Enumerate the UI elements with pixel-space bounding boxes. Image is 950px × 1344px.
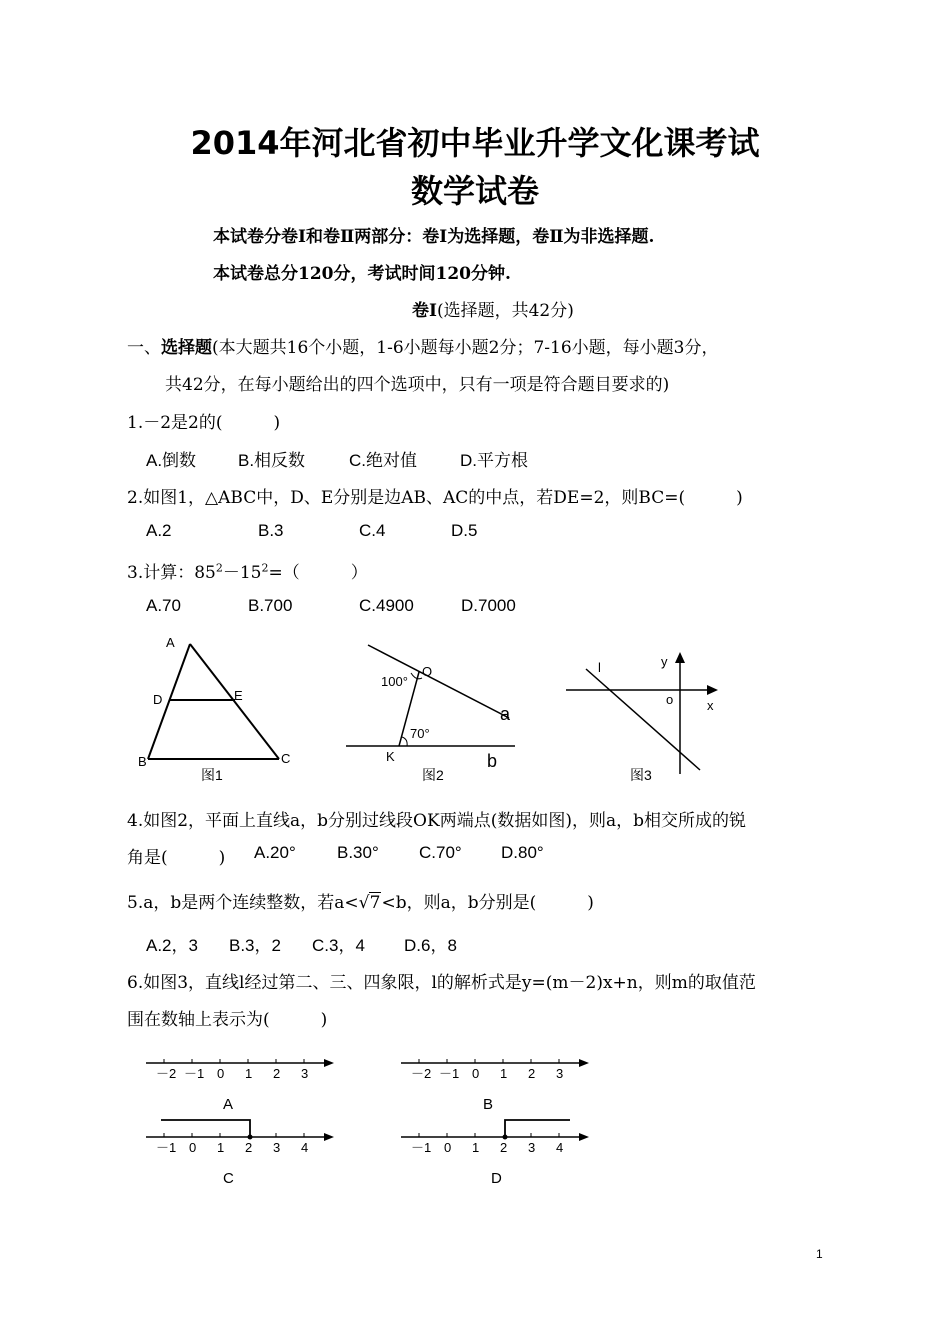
q4-line-1: 4.如图2，平面上直线a，b分别过线段OK两端点(数据如图)，则a，b相交所成的锐 [127,811,746,831]
numline-d-tick-4: 3 [528,1140,536,1155]
q1-option-d: D.平方根 [460,451,528,470]
fig2-angle-arc-o [411,673,422,679]
numline-c-tick-3: 2 [245,1140,253,1155]
numline-d-tick-1: 0 [444,1140,452,1155]
numline-b-tick-1: －1 [439,1066,460,1081]
numline-c-tick-1: 0 [189,1140,197,1155]
numline-d-arrow-icon [579,1133,589,1141]
figure-3 [566,652,718,783]
q3-option-d: D.7000 [461,596,516,615]
number-line-c [146,1120,334,1187]
numline-d-tick-2: 1 [472,1140,480,1155]
numline-b-label: B [483,1096,494,1113]
fig1-caption: 图1 [201,767,223,783]
numline-b-tick-2: 0 [472,1066,480,1081]
sqrt-icon: √ [358,893,370,913]
part-description [127,333,718,358]
q5-sqrt [359,893,382,913]
fig2-label-a: a [500,704,511,724]
numline-c-label: C [223,1170,234,1187]
fig2-label-b: b [487,751,498,771]
q3-option-c: C.4900 [359,596,414,615]
q5-stem [127,888,594,913]
q1-option-c: C.绝对值 [349,451,417,470]
numline-d-solution-bracket [505,1120,570,1137]
q6-line-2: 围在数轴上表示为( ) [127,1010,328,1030]
q1-option-a: A.倒数 [146,451,197,470]
intro-line-2: 本试卷总分120分，考试时间120分钟. [213,264,511,284]
q3-sup-1: 2 [215,561,223,575]
numline-d-tick-5: 4 [556,1140,564,1155]
figures-row [120,628,760,788]
fig2-angle-70: 70° [410,726,430,741]
fig3-label-y: y [661,654,668,669]
numline-c-solid-point [248,1135,253,1140]
q2-option-a: A.2 [146,521,172,540]
numline-d-solid-point [503,1135,508,1140]
numline-b-tick-3: 1 [500,1066,508,1081]
numline-c-tick-4: 3 [273,1140,281,1155]
numline-a-tick-2: 0 [217,1066,225,1081]
numline-a-tick-5: 3 [301,1066,309,1081]
numline-a-tick-1: －1 [184,1066,205,1081]
fig3-line-l [586,669,700,770]
number-line-d [401,1120,589,1187]
fig2-caption: 图2 [422,767,444,783]
fig3-y-arrow-icon [675,652,685,663]
exam-subtitle: 数学试卷 [410,172,539,210]
q3-sup-2: 2 [261,561,269,575]
numline-a-tick-3: 1 [245,1066,253,1081]
fig3-caption: 图3 [630,767,652,783]
numline-a-label: A [223,1096,234,1113]
q3-stem-mid: －15 [222,563,262,583]
q3-stem [127,558,368,583]
fig2-label-o: O [422,664,433,679]
q3-option-b: B.700 [248,596,293,615]
q4-line-2: 角是( ) [127,848,226,868]
fig3-label-o: o [666,692,674,707]
section-header-bold: 卷Ⅰ [412,301,437,321]
numline-b-tick-5: 3 [556,1066,564,1081]
part-title: 选择题 [161,338,212,358]
page-number: 1 [816,1247,823,1261]
section-header [412,296,574,321]
q5-option-b: B.3，2 [229,936,281,955]
fig3-x-arrow-icon [707,685,718,695]
numline-c-solution-bracket [161,1120,250,1137]
q5-option-d: D.6，8 [404,936,457,955]
q4-option-d: D.80° [501,843,544,862]
q3-stem-post: =（ ） [268,563,368,583]
q2-stem: 2.如图1，△ABC中，D、E分别是边AB、AC的中点，若DE=2，则BC=( ) [127,488,743,508]
fig1-label-e: E [234,688,243,703]
numline-d-label: D [491,1170,502,1187]
numline-b-arrow-icon [579,1059,589,1067]
q4-option-c: C.70° [419,843,462,862]
q4-option-b: B.30° [337,843,379,862]
numline-d-tick-3: 2 [500,1140,508,1155]
q5-option-a: A.2，3 [146,936,198,955]
numline-a-tick-4: 2 [273,1066,281,1081]
fig1-label-a: A [166,635,175,650]
q5-stem-post: <b，则a，b分别是( ) [381,893,594,913]
numline-a-arrow-icon [324,1059,334,1067]
part-prefix: 一、 [127,338,161,358]
part-desc-line-2: 共42分，在每小题给出的四个选项中，只有一项是符合题目要求的) [165,375,670,395]
q3-stem-pre: 3.计算：85 [127,563,216,583]
number-line-a [146,1059,334,1113]
numline-b-tick-4: 2 [528,1066,536,1081]
fig2-label-k: K [386,749,395,764]
numline-a-tick-0: －2 [156,1066,177,1081]
figure-1 [138,635,290,783]
q5-stem-pre: 5.a，b是两个连续整数，若a< [127,893,359,913]
fig2-angle-arc-k [402,737,407,746]
numline-c-tick-2: 1 [217,1140,225,1155]
q2-option-b: B.3 [258,521,284,540]
q1-option-b: B.相反数 [238,451,306,470]
fig3-label-l: l [598,660,601,675]
intro-line-1: 本试卷分卷Ⅰ和卷Ⅱ两部分：卷Ⅰ为选择题，卷Ⅱ为非选择题. [213,227,655,247]
fig3-label-x: x [707,698,714,713]
q2-option-c: C.4 [359,521,386,540]
q2-option-d: D.5 [451,521,478,540]
q4-option-a: A.20° [254,843,296,862]
figure-2 [346,645,515,783]
section-header-rest: (选择题，共42分) [436,301,574,321]
numline-c-tick-0: －1 [156,1140,177,1155]
number-lines [130,1050,600,1190]
q3-option-a: A.70 [146,596,181,615]
number-line-b [401,1059,589,1113]
numline-c-arrow-icon [324,1133,334,1141]
numline-d-tick-0: －1 [411,1140,432,1155]
q1-stem: 1.－2是2的( ) [127,413,281,433]
q5-radicand: 7 [369,893,381,913]
numline-b-tick-0: －2 [411,1066,432,1081]
fig1-label-b: B [138,754,147,769]
fig1-label-c: C [281,751,291,766]
q6-line-1: 6.如图3，直线l经过第二、三、四象限，l的解析式是y=(m－2)x+n，则m的取值范 [127,973,756,993]
q5-option-c: C.3，4 [312,936,365,955]
fig1-label-d: D [153,692,163,707]
fig2-angle-100: 100° [381,674,408,689]
numline-c-tick-5: 4 [301,1140,309,1155]
part-desc-line-1: (本大题共16个小题，1-6小题每小题2分；7-16小题，每小题3分， [212,338,719,358]
exam-title: 2014年河北省初中毕业升学文化课考试 [190,124,760,162]
